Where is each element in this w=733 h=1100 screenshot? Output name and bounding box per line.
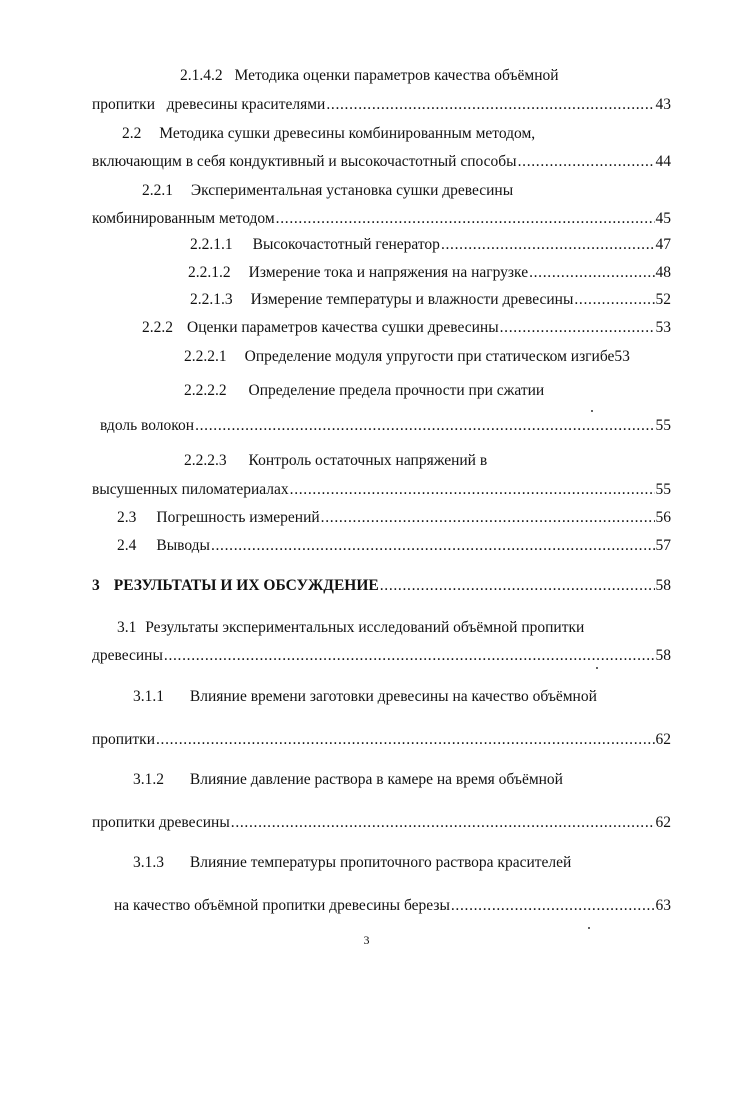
toc-page: 53: [655, 319, 671, 336]
toc-entry-heading: [122, 124, 535, 144]
toc-title-cont: древесины: [92, 647, 163, 664]
toc-entry-row[interactable]: [92, 576, 671, 596]
toc-leader-dots: [451, 896, 655, 916]
toc-number: 3.1.3: [133, 854, 164, 871]
toc-number: 3.1.2: [133, 771, 164, 788]
toc-entry-row[interactable]: [188, 263, 671, 283]
toc-title: Методика сушки древесины комбинированным методом,: [159, 125, 536, 142]
toc-entry-row[interactable]: [114, 896, 671, 916]
toc-page: 47: [655, 236, 671, 253]
toc-entry-row[interactable]: [92, 95, 671, 115]
toc-leader-dots: [574, 290, 654, 310]
toc-page: 56: [655, 509, 671, 526]
toc-title: Влияние времени заготовки древесины на качество объёмной: [189, 688, 597, 705]
toc-page: 55: [655, 481, 671, 498]
toc-entry-row[interactable]: [92, 730, 671, 750]
toc-entry-row[interactable]: [92, 209, 671, 229]
toc-leader-dots: [380, 576, 655, 596]
toc-entry-row[interactable]: [190, 290, 671, 310]
toc-title-cont: на качество объёмной пропитки древесины березы: [114, 897, 450, 914]
toc-title: РЕЗУЛЬТАТЫ И ИХ ОБСУЖДЕНИЕ: [113, 577, 379, 594]
toc-entry-heading: [133, 853, 571, 873]
toc-entry-row[interactable]: [184, 347, 671, 367]
toc-page: 62: [655, 731, 671, 748]
toc-page: 43: [655, 96, 671, 113]
toc-leader-dots: [441, 235, 655, 255]
toc-title-cont: пропитки древесины красителями: [92, 96, 326, 113]
toc-title-cont: включающим в себя кондуктивный и высокочастотный способы: [92, 153, 517, 170]
toc-entry-heading: [133, 687, 597, 707]
toc-entry-row[interactable]: [92, 152, 671, 172]
toc-page: 58: [655, 577, 671, 594]
toc-page: 44: [655, 153, 671, 170]
toc-number: 2.2.1.2: [188, 264, 231, 281]
toc-leader-dots: [156, 730, 655, 750]
toc-entry-heading: [184, 451, 487, 471]
toc-title: Определение предела прочности при сжатии: [248, 382, 545, 399]
toc-entry-row[interactable]: [117, 536, 671, 556]
toc-title-cont: пропитки: [92, 731, 155, 748]
toc-title: Методика оценки параметров качества объёмной: [234, 67, 559, 84]
toc-leader-dots: [195, 416, 654, 436]
toc-title: Определение модуля упругости при статическом изгибе: [244, 348, 615, 365]
toc-page: 58: [655, 647, 671, 664]
toc-number: 2.2.1.3: [190, 291, 233, 308]
toc-entry-heading: [133, 770, 563, 790]
toc-number: 2.3: [117, 509, 137, 526]
toc-number: 2.4: [117, 537, 137, 554]
scan-speck: [588, 927, 590, 929]
toc-title: Контроль остаточных напряжений в: [248, 452, 488, 469]
toc-entry-heading: [180, 66, 559, 86]
toc-entry-heading: [142, 181, 513, 201]
toc-title: Измерение температуры и влажности древесины: [250, 291, 574, 308]
toc-title-cont: высушенных пиломатериалах: [92, 481, 289, 498]
toc-title: Высокочастотный генератор: [252, 236, 440, 253]
toc-page: 62: [655, 814, 671, 831]
toc-leader-dots: [518, 152, 655, 172]
toc-leader-dots: [326, 95, 654, 115]
toc-number: 2.2.1.1: [190, 236, 233, 253]
toc-page: 52: [655, 291, 671, 308]
scan-speck: [596, 667, 598, 669]
toc-number: 3: [92, 577, 100, 594]
scan-speck: [591, 410, 593, 412]
toc-entry-row[interactable]: [92, 480, 671, 500]
toc-title-cont: пропитки древесины: [92, 814, 230, 831]
toc-title: Экспериментальная установка сушки древесины: [190, 182, 514, 199]
toc-entry-row[interactable]: [92, 813, 671, 833]
toc-entry-row[interactable]: [100, 416, 671, 436]
toc-number: 3.1.1: [133, 688, 164, 705]
toc-number: 2.2.2: [142, 319, 173, 336]
toc-title: Влияние давление раствора в камере на время объёмной: [189, 771, 563, 788]
toc-number: 2.2.2.1: [184, 348, 227, 365]
toc-title: Выводы: [156, 537, 210, 554]
toc-title: Результаты экспериментальных исследований объёмной пропитки: [145, 619, 585, 636]
toc-leader-dots: [321, 508, 655, 528]
toc-number: 2.2.2.3: [184, 452, 227, 469]
toc-page: 45: [655, 210, 671, 227]
toc-entry-row[interactable]: [142, 318, 671, 338]
toc-leader-dots: [231, 813, 655, 833]
toc-page: 53: [614, 348, 630, 365]
toc-page: 48: [655, 264, 671, 281]
toc-page: 63: [655, 897, 671, 914]
toc-entry-row[interactable]: [92, 646, 671, 666]
toc-leader-dots: [500, 318, 655, 338]
toc-entry-heading: [117, 618, 584, 638]
toc-leader-dots: [290, 480, 655, 500]
toc-number: 2.1.4.2: [180, 67, 223, 84]
toc-number: 2.2.2.2: [184, 382, 227, 399]
toc-title: Погрешность измерений: [156, 509, 320, 526]
toc-leader-dots: [276, 209, 655, 229]
toc-title-cont: вдоль волокон: [100, 417, 195, 434]
toc-title: Измерение тока и напряжения на нагрузке: [248, 264, 529, 281]
toc-leader-dots: [164, 646, 655, 666]
toc-number: 2.2: [122, 125, 142, 142]
toc-entry-row[interactable]: [117, 508, 671, 528]
toc-entry-heading: [184, 381, 544, 401]
toc-title: Оценки параметров качества сушки древесины: [187, 319, 499, 336]
toc-title-cont: комбинированным методом: [92, 210, 275, 227]
toc-number: 3.1: [117, 619, 137, 636]
toc-page: 57: [655, 537, 671, 554]
toc-page: 55: [655, 417, 671, 434]
toc-title: Влияние температуры пропиточного раствора красителей: [189, 854, 572, 871]
page-number: 3: [363, 933, 370, 947]
toc-entry-row[interactable]: [190, 235, 671, 255]
toc-leader-dots: [211, 536, 655, 556]
toc-number: 2.2.1: [142, 182, 173, 199]
toc-leader-dots: [529, 263, 654, 283]
